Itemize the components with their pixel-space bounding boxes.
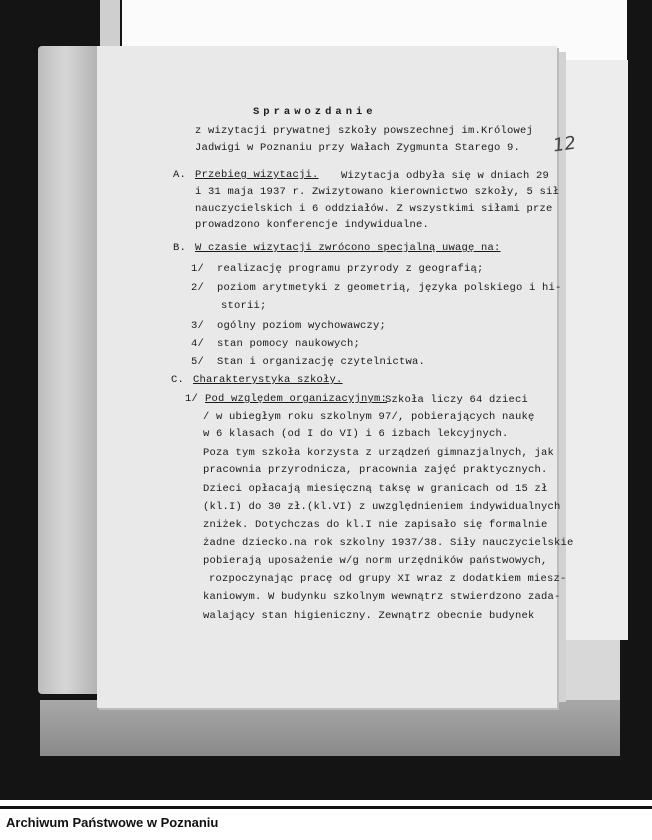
body-line-4: pracownia przyrodnicza, pracownia zajęć praktycznych. <box>203 464 548 476</box>
item-b-1: 1/ realizację programu przyrody z geografią; <box>191 263 484 275</box>
item-b-2: 2/ poziom arytmetyki z geometrią, języka polskiego i hi- <box>191 282 562 294</box>
section-a-line-3: nauczycielskich i 6 oddziałów. Z wszystkimi siłami prze <box>195 203 553 215</box>
section-a-text: Wizytacja odbyła się w dniach 29 <box>341 170 550 182</box>
item-c-1-marker: 1/ <box>185 393 199 405</box>
body-line-2: w 6 klasach (od I do VI) i 6 izbach lekcyjnych. <box>203 428 509 440</box>
body-line-5: Dzieci opłacają miesięczną taksę w granicach od 15 zł <box>203 483 548 495</box>
document-title: Sprawozdanie <box>253 106 377 118</box>
subtitle-line-2: Jadwigi w Poznaniu przy Wałach Zygmunta Starego 9. <box>195 142 521 154</box>
body-line-9: pobierają uposażenie w/g norm urzędników państwowych, <box>203 555 548 567</box>
body-line-3: Poza tym szkoła korzysta z urządzeń gimnazjalnych, jak <box>203 447 555 459</box>
item-c-1-heading: Pod względem organizacyjnym: <box>205 393 388 405</box>
item-b-2-cont: storii; <box>221 300 267 312</box>
section-heading-c: Charakterystyka szkoły. <box>193 374 343 386</box>
footer-divider <box>0 806 652 809</box>
section-marker-a: A. <box>173 169 187 181</box>
body-line-11: kaniowym. W budynku szkolnym wewnątrz stwierdzono zada- <box>203 591 561 603</box>
body-line-6: (kl.I) do 30 zł.(kl.VI) z uwzględnieniem indywidualnych <box>203 501 561 513</box>
body-line-8: żadne dziecko.na rok szkolny 1937/38. Siły nauczycielskie <box>203 537 574 549</box>
binder-clip <box>100 0 120 48</box>
body-line-7: zniżek. Dotychczas do kl.I nie zapisało się formalnie <box>203 519 548 531</box>
subtitle-line-1: z wizytacji prywatnej szkoły powszechnej im.Królowej <box>195 125 534 137</box>
section-a-line-2: i 31 maja 1937 r. Zwizytowano kierownictwo szkoły, 5 sił <box>195 186 560 198</box>
archive-name: Archiwum Państwowe w Poznaniu <box>6 815 219 830</box>
section-heading-b: W czasie wizytacji zwrócono specjalną uwagę na: <box>195 242 501 254</box>
body-line-10: rozpoczynając pracę od grupy XI wraz z dodatkiem miesz- <box>209 573 567 585</box>
body-line-1: / w ubiegłym roku szkolnym 97/, pobierających naukę <box>203 411 535 423</box>
item-c-1-text: Szkoła liczy 64 dzieci <box>385 394 529 406</box>
item-b-3: 3/ ogólny poziom wychowawczy; <box>191 320 387 332</box>
body-line-12: walający stan higieniczny. Zewnątrz obecnie budynek <box>203 610 535 622</box>
item-b-5: 5/ Stan i organizację czytelnictwa. <box>191 356 426 368</box>
section-marker-b: B. <box>173 242 187 254</box>
section-a-line-4: prowadzono konferencje indywidualne. <box>195 219 430 231</box>
folder-bottom <box>40 700 620 756</box>
section-heading-a: Przebieg wizytacji. <box>195 169 319 181</box>
document-page <box>97 46 578 708</box>
section-marker-c: C. <box>171 374 185 386</box>
folder-spine <box>38 46 100 694</box>
item-b-4: 4/ stan pomocy naukowych; <box>191 338 361 350</box>
page-number: 12 <box>551 132 578 157</box>
